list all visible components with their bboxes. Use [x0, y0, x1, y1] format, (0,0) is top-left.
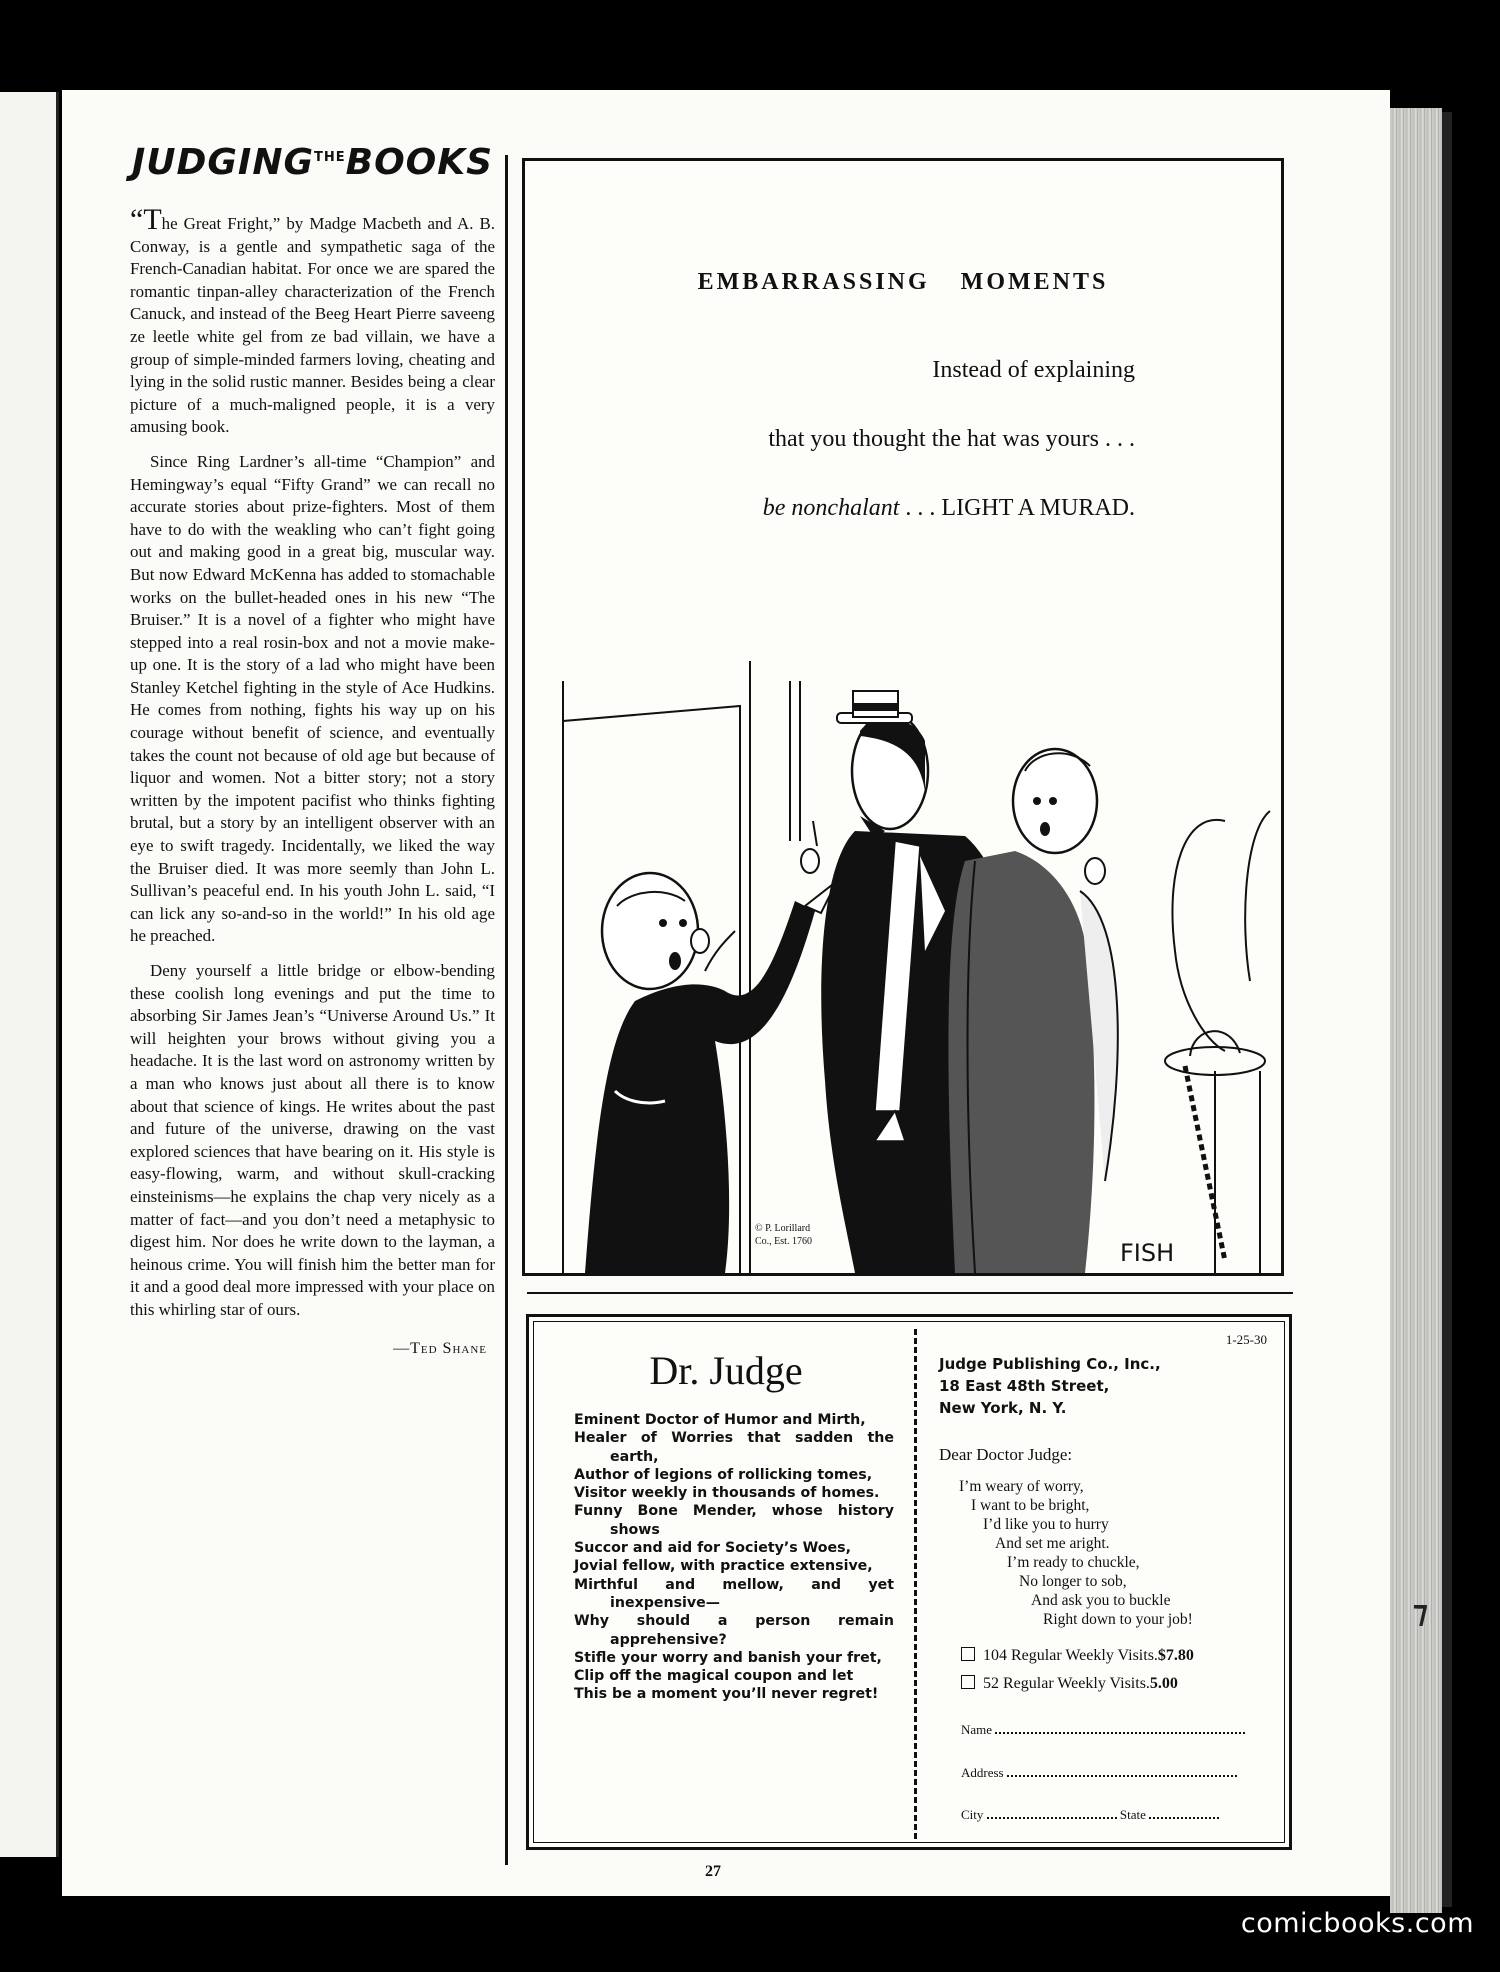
checkbox-icon[interactable] [961, 1647, 975, 1661]
ad-italic-phrase: be nonchalant [762, 495, 900, 521]
field-label: Address [961, 1765, 1004, 1780]
book-review-column [130, 142, 495, 1358]
option-52-visits[interactable] [961, 1675, 1178, 1693]
ad-bottom-rule [527, 1292, 1293, 1294]
coupon-title: Dr. Judge [649, 1348, 803, 1393]
state-input-line[interactable] [1149, 1807, 1219, 1819]
poem-line: I want to be bright, [971, 1497, 1090, 1514]
credential-item: Succor and aid for Society’s Woes, [574, 1540, 851, 1557]
paragraph-text: he Great Fright,” by Madge Macbeth and A. B. Conway, is a gentle and sympathetic saga of the French-Canadian habitat. For once we are spared the romantic tinpan-alley characterization of the French Canuck, and instead of the Beeg Heart Pierre saveeng ze leetle white gel from ze bad villain, we have a group of simple-minded farmers loving, cheating and lying in the solid rustic manner. Besides being a clear picture of a much-maligned people, it is a very amusing book. [130, 214, 495, 437]
credential-item: Clip off the magical coupon and let [574, 1668, 854, 1685]
checkbox-icon[interactable] [961, 1675, 975, 1689]
column-divider [505, 155, 508, 1865]
page-number: 27 [705, 1863, 721, 1880]
credential-item: Jovial fellow, with practice extensive, [574, 1558, 873, 1575]
coupon-poem [959, 1477, 1193, 1629]
title-word-books: BOOKS [345, 142, 494, 183]
name-field[interactable] [961, 1722, 1261, 1738]
credential-item: Eminent Doctor of Humor and Mirth, [574, 1412, 866, 1428]
credentials-list [574, 1411, 894, 1704]
poem-line: No longer to sob, [1019, 1573, 1127, 1590]
review-paragraph-1 [130, 203, 495, 439]
coupon-date: 1-25-30 [1225, 1332, 1267, 1347]
field-label: Name [961, 1722, 993, 1737]
option-price: $7.80 [1157, 1647, 1194, 1664]
option-104-visits[interactable] [961, 1647, 1194, 1665]
ad-copy-line-1: Instead of explaining [932, 357, 1135, 383]
address-input-line[interactable] [1007, 1765, 1237, 1777]
ad-copy-line-3 [763, 495, 1135, 522]
copyright-line-1: © P. Lorillard [755, 1223, 811, 1234]
review-paragraph-3: Deny yourself a little bridge or elbow-bending these coolish long evenings and put the time to absorbing Sir James Jean’s “Universe Around Us.” It will heighten your brows without giving you a headache. It is the last word on astronomy written by a man who knows just about all there is to know about that science of kings. He writes about the past and future of the universe, drawing on the vast explored sciences that have bearing on it. His style is easy-flowing, warm, and without skull-cracking einsteinisms—he explains the chap very nicely as a matter of fact—and you don’t need a metaphysic to digest him. Nor does he write down to the layman, a heinous crime. You will finish him the better man for it and a good deal more impressed with your place on this whirling star of ours. [130, 961, 495, 1319]
poem-line: And set me aright. [995, 1535, 1110, 1552]
book-page-edges [1390, 108, 1442, 1913]
valet-figure [585, 873, 837, 1273]
name-input-line[interactable] [995, 1722, 1245, 1734]
column-title [130, 142, 495, 183]
credential-item: Why should a person remain apprehensive? [574, 1613, 894, 1648]
option-price: 5.00 [1149, 1675, 1178, 1692]
artist-signature: FISH [1120, 1239, 1175, 1267]
ad-heading: EMBARRASSING MOMENTS [697, 269, 1109, 295]
murad-advertisement [522, 158, 1284, 1276]
poem-line: I’m ready to chuckle, [1007, 1554, 1140, 1571]
title-word-the: THE [314, 150, 346, 165]
credential-item: This be a moment you’ll never regret! [574, 1686, 879, 1703]
left-page-edge [0, 92, 59, 1857]
title-word-judging: JUDGING [131, 142, 314, 183]
address-line: 18 East 48th Street, [939, 1377, 1110, 1395]
credential-item: Healer of Worries that sadden the earth, [574, 1430, 894, 1465]
review-paragraph-2: Since Ring Lardner’s all-time “Champion” and Hemingway’s equal “Fifty Grand” we can recall no accurate stories about prize-fighters. Most of them have to do with the weakling who can’t fight going out and making good in a great big, muscular way. But now Edward McKenna has added to stomachable works on the bullet-headed ones in his new “The Bruiser.” It is a novel of a fighter who might have stepped into a real rosin-box and not a movie make-up one. It is the story of a lad who might have been Stanley Ketchel fighting in the style of Ace Hudkins. He comes from nothing, fights his way up on his courage without benefit of science, and eventually takes the count not because of old age but because of liquor and women. Not a bitter story; not a story written by the impotent pacifist who thinks fighting brutal, but a story by an intelligent observer with an eye to swift tragedy. Incidentally, we liked the way the Bruiser died. It was more seemly than John L. Sullivan’s peaceful end. In his youth John L. said, “I can lick any so-and-so in the world!” In his old age he preached. [130, 451, 495, 946]
cartoon-illustration [525, 661, 1281, 1273]
site-watermark: comicbooks.com [1240, 1908, 1474, 1939]
salutation: Dear Doctor Judge: [939, 1445, 1073, 1464]
option-label: 52 Regular Weekly Visits. [983, 1675, 1150, 1692]
city-state-field[interactable] [961, 1807, 1261, 1823]
field-label: State [1119, 1807, 1146, 1822]
credential-item: Stifle your worry and banish your fret, [574, 1649, 882, 1666]
dr-judge-coupon [526, 1314, 1292, 1850]
address-field[interactable] [961, 1765, 1261, 1781]
address-line: Judge Publishing Co., Inc., [939, 1355, 1161, 1373]
ad-slogan: . . . LIGHT A MURAD. [899, 495, 1135, 521]
drop-cap: “T [130, 203, 162, 236]
edge-mark: ⁊ [1413, 1596, 1428, 1629]
city-input-line[interactable] [987, 1807, 1117, 1819]
publisher-address [939, 1353, 1161, 1419]
credential-item: Funny Bone Mender, whose history shows [574, 1503, 894, 1538]
credential-item: Author of legions of rollicking tomes, [574, 1466, 873, 1483]
poem-line: Right down to your job! [1043, 1611, 1193, 1628]
field-label: City [961, 1807, 984, 1822]
coat-holder-figure [948, 749, 1117, 1273]
poem-line: I’m weary of worry, [959, 1478, 1084, 1495]
address-line: New York, N. Y. [939, 1399, 1067, 1417]
option-label: 104 Regular Weekly Visits. [983, 1647, 1158, 1664]
byline: —Ted Shane [393, 1339, 487, 1357]
copyright-line-2: Co., Est. 1760 [755, 1236, 812, 1247]
review-article [130, 203, 495, 1322]
credential-item: Mirthful and mellow, and yet inexpensive— [574, 1576, 894, 1611]
book-cover-edge [1442, 112, 1452, 1907]
poem-line: I’d like you to hurry [983, 1516, 1109, 1533]
credential-item: Visitor weekly in thousands of homes. [574, 1485, 880, 1502]
ad-copy-line-2: that you thought the hat was yours . . . [768, 426, 1135, 452]
coupon-cut-line [914, 1329, 917, 1839]
poem-line: And ask you to buckle [1031, 1592, 1171, 1609]
